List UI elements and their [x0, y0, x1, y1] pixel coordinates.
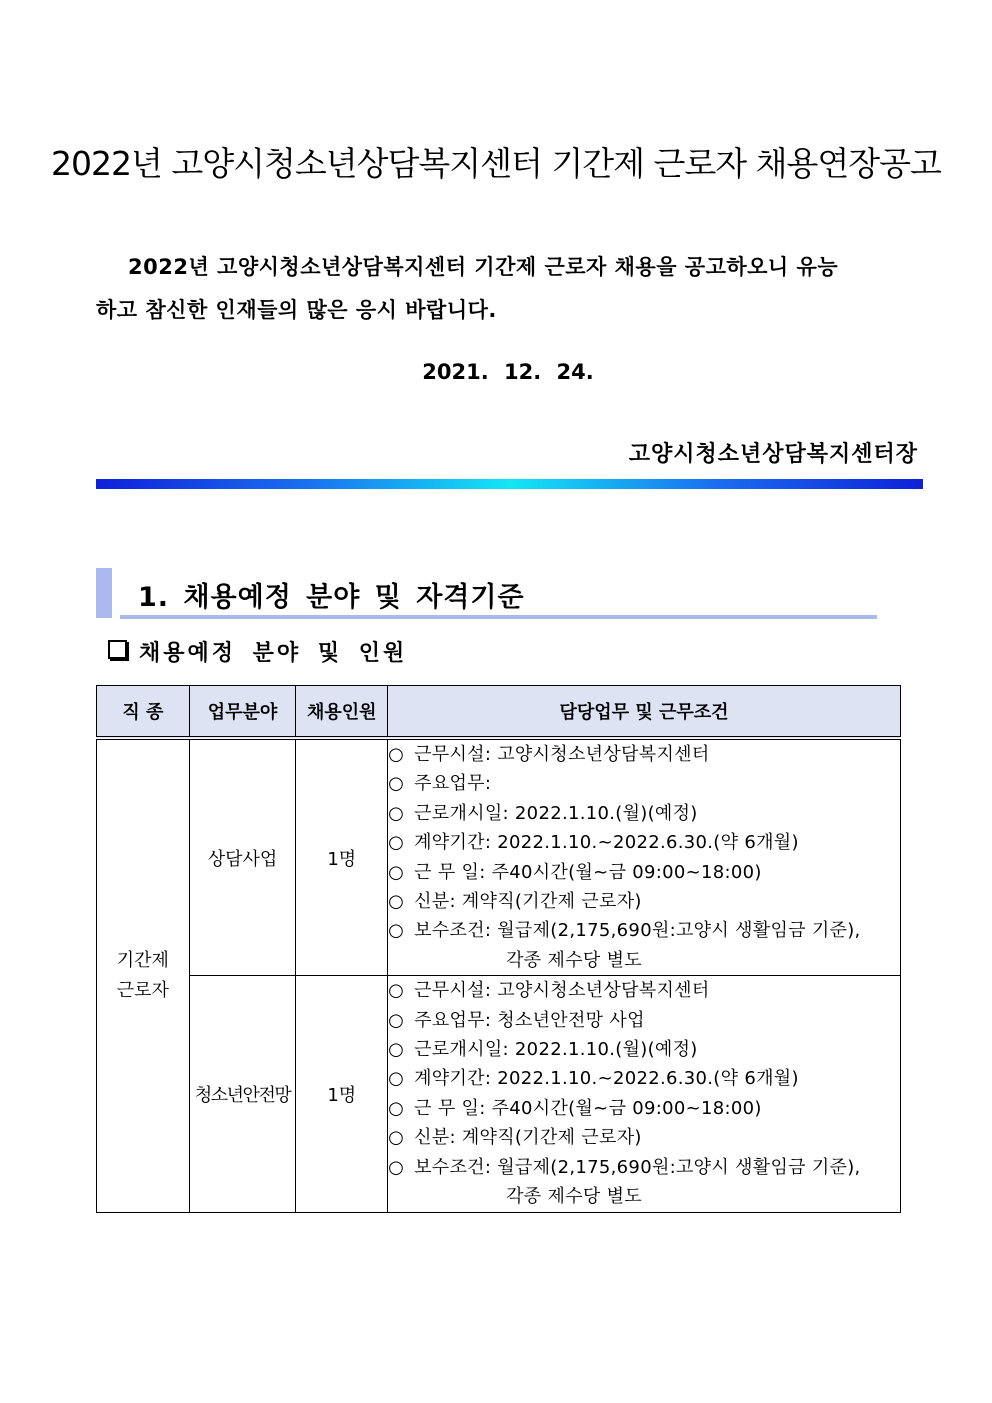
duty-item: ○ 주요업무: [388, 769, 900, 798]
circle-bullet-icon: ○ [388, 980, 405, 1002]
duty-item: ○ 계약기간: 2022.1.10.~2022.6.30.(약 6개월) [388, 828, 900, 857]
table-row [97, 738, 901, 976]
duty-item: ○ 보수조건: 월급제(2,175,690원:고양시 생활임금 기준), [388, 916, 900, 945]
duty-item: ○ 주요업무: 청소년안전망 사업 [388, 1006, 900, 1035]
duty-item: ○ 계약기간: 2022.1.10.~2022.6.30.(약 6개월) [388, 1064, 900, 1093]
page-title: 2022년 고양시청소년상담복지센터 기간제 근로자 채용연장공고 [51, 144, 941, 183]
work-field-cell: 청소년안전망 [189, 976, 296, 1212]
header-work-field: 업무분야 [189, 686, 296, 739]
table-header-row [97, 686, 901, 739]
header-job-type: 직 종 [97, 686, 190, 739]
circle-bullet-icon: ○ [388, 1097, 405, 1119]
circle-bullet-icon: ○ [388, 861, 405, 883]
job-type-line-1: 기간제 [116, 949, 169, 971]
duty-item-continuation: 각종 제수당 별도 [506, 1186, 642, 1208]
notice-date: 2021. 12. 24. [422, 360, 594, 384]
duty-item: ○ 근 무 일: 주40시간(월~금 09:00~18:00) [388, 858, 900, 887]
duty-item: ○ 보수조건: 월급제(2,175,690원:고양시 생활임금 기준), [388, 1153, 900, 1182]
job-type-cell [97, 738, 190, 1212]
subsection-title: 채용예정 분야 및 인원 [139, 641, 408, 666]
table-row [97, 976, 901, 1212]
header-hire-count: 채용인원 [296, 686, 388, 739]
circle-bullet-icon: ○ [388, 1127, 405, 1149]
duties-cell [388, 976, 901, 1212]
duty-item: ○ 신분: 계약직(기간제 근로자) [388, 1123, 900, 1152]
duty-item: ○ 신분: 계약직(기간제 근로자) [388, 887, 900, 916]
circle-bullet-icon: ○ [388, 802, 405, 824]
signer-name: 고양시청소년상담복지센터장 [628, 442, 918, 467]
duty-item: ○ 근무시설: 고양시청소년상담복지센터 [388, 740, 900, 769]
circle-bullet-icon: ○ [388, 1156, 405, 1178]
intro-paragraph [96, 246, 896, 332]
circle-bullet-icon: ○ [388, 920, 405, 942]
circle-bullet-icon: ○ [388, 744, 405, 765]
circle-bullet-icon: ○ [388, 773, 405, 795]
hire-count-cell: 1명 [296, 976, 388, 1212]
checkbox-square-icon [108, 640, 127, 659]
duty-item: ○ 근로개시일: 2022.1.10.(월)(예정) [388, 1035, 900, 1064]
circle-bullet-icon: ○ [388, 832, 405, 854]
duty-item: ○ 근무시설: 고양시청소년상담복지센터 [388, 976, 900, 1005]
work-field-cell: 상담사업 [189, 738, 296, 976]
circle-bullet-icon: ○ [388, 1039, 405, 1061]
job-type-line-2: 근로자 [116, 979, 169, 1001]
intro-line-2: 하고 참신한 인재들의 많은 응시 바랍니다. [96, 298, 497, 322]
header-duties-conditions: 담당업무 및 근무조건 [388, 686, 901, 739]
intro-line-1: 2022년 고양시청소년상담복지센터 기간제 근로자 채용을 공고하오니 유능 [128, 255, 839, 279]
duty-item: ○ 근 무 일: 주40시간(월~금 09:00~18:00) [388, 1094, 900, 1123]
section-underline [120, 615, 877, 619]
section-marker [96, 568, 112, 618]
circle-bullet-icon: ○ [388, 1068, 405, 1090]
section-title: 1. 채용예정 분야 및 자격기준 [138, 582, 525, 613]
circle-bullet-icon: ○ [388, 891, 405, 913]
recruitment-table [96, 685, 901, 1213]
duties-cell [388, 738, 901, 976]
duty-item-continuation: 각종 제수당 별도 [506, 949, 642, 971]
duty-item: ○ 근로개시일: 2022.1.10.(월)(예정) [388, 799, 900, 828]
hire-count-cell: 1명 [296, 738, 388, 976]
subsection-heading [108, 636, 407, 667]
gradient-divider [96, 479, 923, 489]
circle-bullet-icon: ○ [388, 1009, 405, 1031]
